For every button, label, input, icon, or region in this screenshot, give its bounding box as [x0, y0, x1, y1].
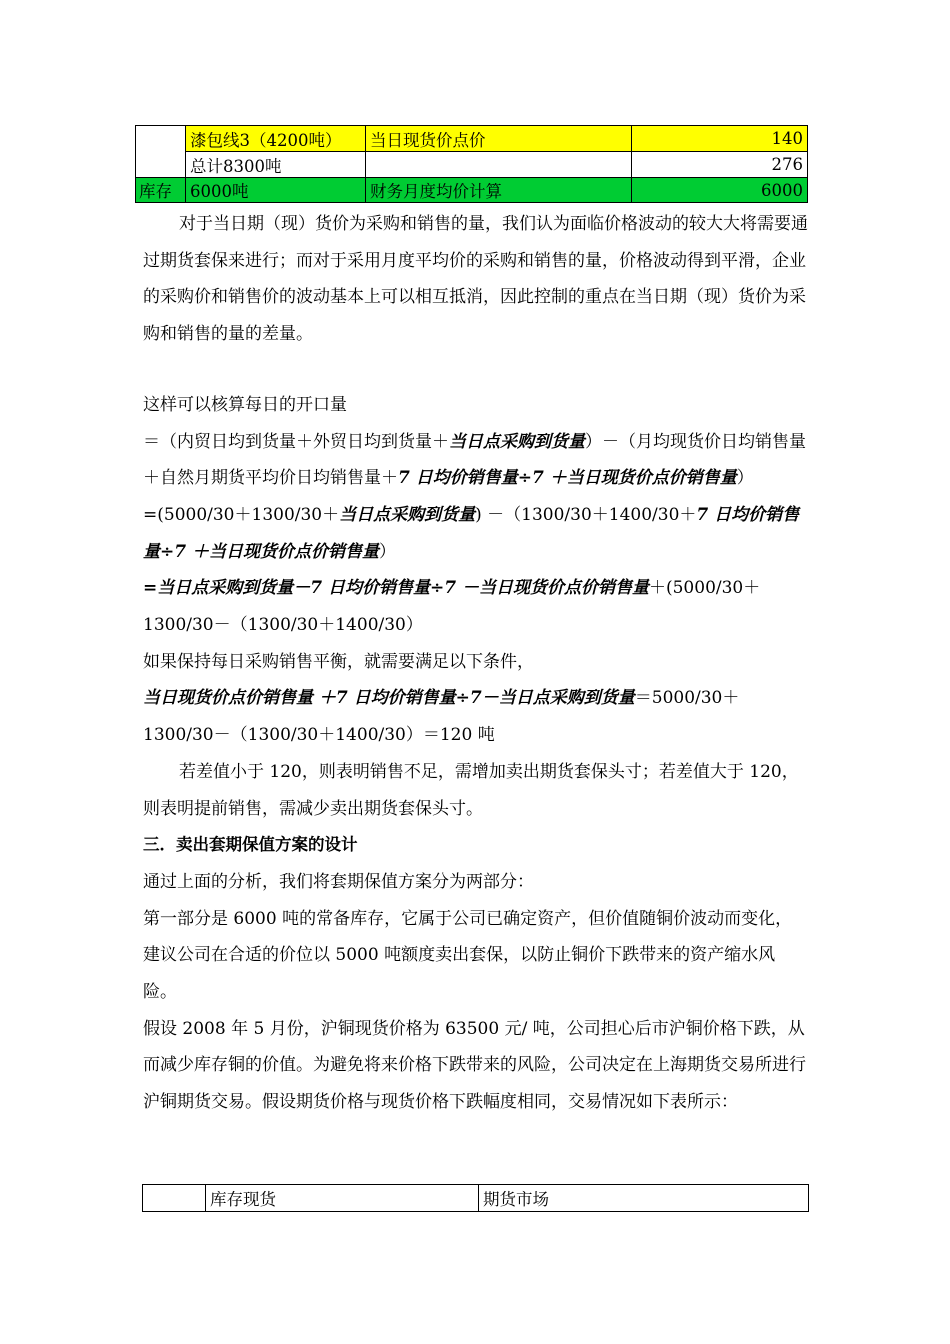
document-body — [143, 206, 809, 1121]
formula-line — [143, 570, 809, 643]
table-row — [143, 1185, 809, 1212]
formula-text: ）－（月均现货价日均销售量＋自然月期货平均价日均销售量＋ — [143, 431, 806, 489]
table-row — [136, 126, 808, 152]
formula-text: =(5000/30＋1300/30＋ — [143, 504, 340, 525]
table-row — [136, 178, 808, 203]
formula-emphasis: 当日现货价点价销售量 ＋7 日均价销售量÷7－当日点采购到货量 — [143, 688, 635, 709]
formula-emphasis: =当日点采购到货量－7 日均价销售量÷7 －当日现货价点价销售量 — [143, 578, 649, 599]
table-cell: 漆包线3（4200吨） — [186, 126, 366, 152]
formula-text: ＋(5000/30＋1300/30－（1300/30＋1400/30） — [143, 578, 761, 636]
paragraph: 假设 2008 年 5 月份，沪铜现货价格为 63500 元/ 吨，公司担心后市沪铜价格下跌，从而减少库存铜的价值。为避免将来价格下跌带来的风险，公司决定在上海期货交易所进行沪铜期货交易。假设期货价格与现货价格下跌幅度相同，交易情况如下表所示： — [143, 1018, 806, 1113]
section-heading: 三．卖出套期保值方案的设计 — [143, 835, 358, 855]
inventory-table — [135, 125, 808, 203]
paragraph: 对于当日期（现）货价为采购和销售的量，我们认为面临价格波动的较大大将需要通过期货套保来进行；而对于采用月度平均价的采购和销售的量，价格波动得到平滑，企业的采购价和销售价的波动基本上可以相互抵消，因此控制的重点在当日期（现）货价为采购和销售的量的差量。 — [143, 214, 808, 345]
formula-text: ＝5000/30＋1300/30－（1300/30＋1400/30）＝120 吨 — [143, 688, 740, 746]
table-cell: 财务月度均价计算 — [366, 178, 632, 203]
table-header-cell — [143, 1185, 206, 1212]
paragraph: 如果保持每日采购销售平衡，就需要满足以下条件， — [143, 651, 534, 672]
paragraph: 这样可以核算每日的开口量 — [143, 394, 347, 415]
table-cell — [136, 126, 186, 178]
formula-line — [143, 497, 809, 570]
table-cell: 当日现货价点价 — [366, 126, 632, 152]
table-cell: 276 — [632, 152, 808, 178]
table-cell: 库存 — [136, 178, 186, 203]
formula-emphasis: 当日点采购到货量 — [339, 504, 476, 525]
formula-text: ＝（内贸日均到货量＋外贸日均到货量＋ — [143, 431, 449, 452]
table-cell — [366, 152, 632, 178]
table-cell: 6000吨 — [186, 178, 366, 203]
paragraph: 通过上面的分析，我们将套期保值方案分为两部分： — [143, 871, 534, 892]
formula-text: ) －（1300/30＋1400/30＋ — [475, 504, 697, 525]
table-header-cell: 期货市场 — [479, 1185, 809, 1212]
formula-text: ） — [736, 468, 754, 489]
hedging-table — [142, 1184, 809, 1212]
table-cell: 6000 — [632, 178, 808, 203]
formula-line — [143, 680, 809, 753]
paragraph: 第一部分是 6000 吨的常备库存，它属于公司已确定资产，但价值随铜价波动而变化，建议公司在合适的价位以 5000 吨额度卖出套保，以防止铜价下跌带来的资产缩水风险。 — [143, 908, 793, 1003]
table-cell: 140 — [632, 126, 808, 152]
table-row — [136, 152, 808, 178]
formula-emphasis: 7 日均价销售量÷7 ＋当日现货价点价销售量 — [398, 468, 737, 489]
table-header-cell: 库存现货 — [206, 1185, 479, 1212]
formula-line — [143, 424, 809, 497]
formula-text: ） — [379, 541, 396, 562]
formula-emphasis: 7 日均价销售量÷7 ＋当日现货价点价销售量 — [143, 504, 800, 562]
paragraph: 若差值小于 120，则表明销售不足，需增加卖出期货套保头寸；若差值大于 120，则表明提前销售，需减少卖出期货套保头寸。 — [143, 761, 799, 819]
table-cell: 总计8300吨 — [186, 152, 366, 178]
formula-emphasis: 当日点采购到货量 — [449, 431, 585, 452]
